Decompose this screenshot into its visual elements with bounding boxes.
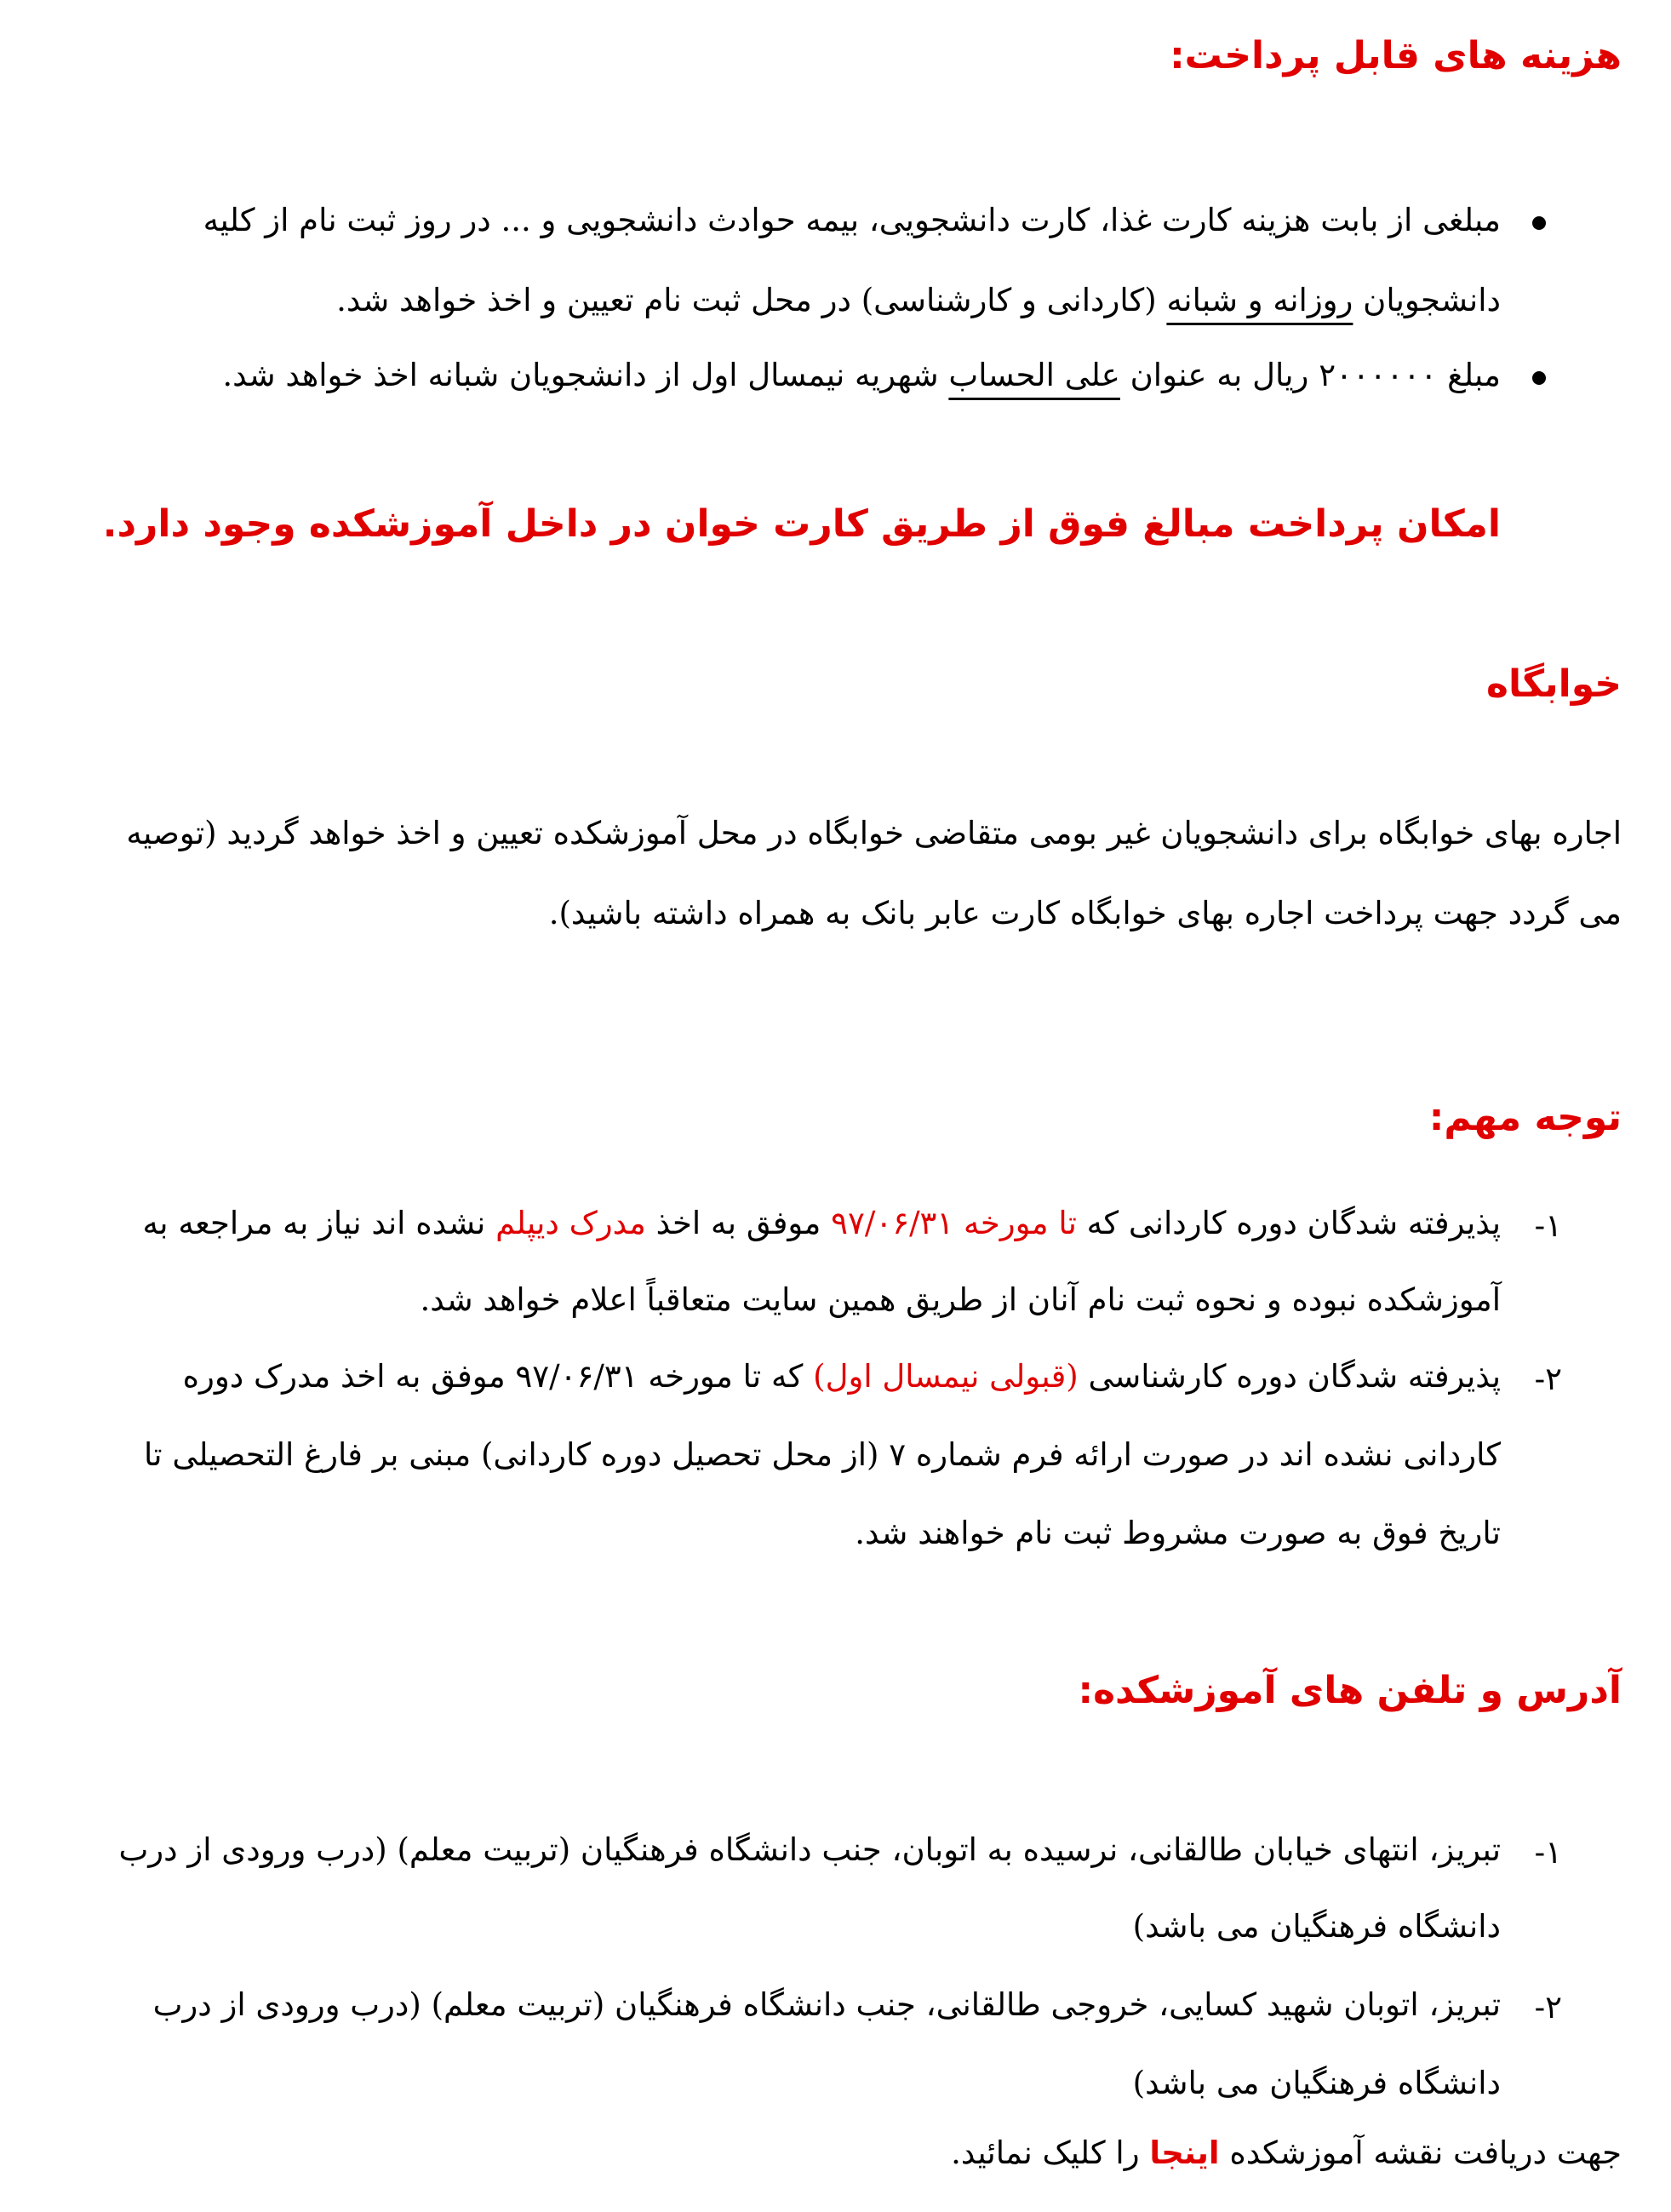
payable-bullet1-line2 [336,284,1501,316]
important-item2-number: ۲- [1534,1361,1562,1397]
important-item1-diploma: مدرک دیپلم [495,1205,646,1241]
payable-heading: هزینه های قابل پرداخت: [1170,34,1622,77]
important-item1-text-b: موفق به اخذ [645,1205,832,1241]
important-item2-first-semester: (قبولی نیمسال اول) [813,1358,1079,1395]
important-item1-text-a: پذیرفته شدگان دوره کاردانی که [1076,1205,1501,1241]
important-item2-text-a: پذیرفته شدگان دوره کارشناسی [1078,1358,1501,1395]
important-heading: توجه مهم: [1428,1096,1622,1139]
important-item1-number: ۱- [1534,1207,1562,1244]
address-item1-line1: تبریز، انتهای خیابان طالقانی، نرسیده به اتوبان، جنب دانشگاه فرهنگیان (تربیت معلم) (درب ورودی از درب [118,1831,1501,1868]
address-item2-number: ۲- [1534,1989,1562,2026]
payable-bullet2-underlined: علی الحساب [948,357,1120,393]
map-instruction-text-b: را کلیک نمائید. [951,2135,1150,2171]
payable-bullet2 [222,359,1501,391]
address-item1-line2: دانشگاه فرهنگیان می باشد) [1132,1908,1501,1945]
payable-bullet2-text-b: شهریه نیمسال اول از دانشجویان شبانه اخذ خواهد شد. [222,357,949,393]
card-reader-notice: امکان پرداخت مبالغ فوق از طریق کارت خوان در داخل آموزشکده وجود دارد. [102,502,1501,546]
address-item2-line2: دانشگاه فرهنگیان می باشد) [1132,2065,1501,2101]
payable-bullet2-text-a: مبلغ ۲۰۰۰۰۰۰ ریال به عنوان [1119,357,1501,393]
bullet-icon [1532,371,1546,385]
important-item1-line1 [142,1207,1501,1239]
address-item2-line1: تبریز، اتوبان شهید کسایی، خروجی طالقانی، جنب دانشگاه فرهنگیان (تربیت معلم) (درب ورودی از درب [152,1986,1501,2023]
dorm-heading: خوابگاه [1486,662,1622,706]
bullet-icon [1532,216,1546,230]
important-item2-line2: کاردانی نشده اند در صورت ارائه فرم شماره ۷ (از محل تحصیل دوره کاردانی) مبنی بر فارغ التحصیلی تا [144,1436,1501,1473]
important-item2-text-b: که تا مورخه ۹۷/۰۶/۳۱ موفق به اخذ مدرک دوره [182,1358,814,1395]
address-item1-number: ۱- [1534,1834,1562,1871]
payable-bullet1-text-b: (کاردانی و کارشناسی) در محل ثبت نام تعیین و اخذ خواهد شد. [336,282,1167,318]
dorm-line2: می گردد جهت پرداخت اجاره بهای خوابگاه کارت عابر بانک به همراه داشته باشید). [548,895,1622,931]
map-link[interactable]: اینجا [1149,2135,1220,2171]
address-heading: آدرس و تلفن های آموزشکده: [1078,1669,1622,1712]
payable-bullet1-underlined: روزانه و شبانه [1166,282,1353,318]
important-item2-line3: تاریخ فوق به صورت مشروط ثبت نام خواهند شد. [855,1515,1501,1551]
important-item2-line1 [182,1358,1501,1395]
payable-bullet1-text-a: دانشجویان [1353,282,1501,318]
map-instruction-text-a: جهت دریافت نقشه آموزشکده [1219,2135,1622,2171]
important-item1-line2: آموزشکده نبوده و نحوه ثبت نام آنان از طریق همین سایت متعاقباً اعلام خواهد شد. [420,1281,1501,1318]
payable-bullet1-line1: مبلغی از بابت هزینه کارت غذا، کارت دانشجویی، بیمه حوادث دانشجویی و ... در روز ثبت نام از کلیه [203,202,1501,238]
map-instruction [951,2137,1622,2169]
important-item1-text-c: نشده اند نیاز به مراجعه به [142,1205,496,1241]
dorm-line1: اجاره بهای خوابگاه برای دانشجویان غیر بومی متقاضی خوابگاه در محل آموزشکده تعیین و اخذ خواهد گردید (توصیه [126,815,1622,851]
important-item1-deadline: تا مورخه ۹۷/۰۶/۳۱ [831,1205,1077,1241]
